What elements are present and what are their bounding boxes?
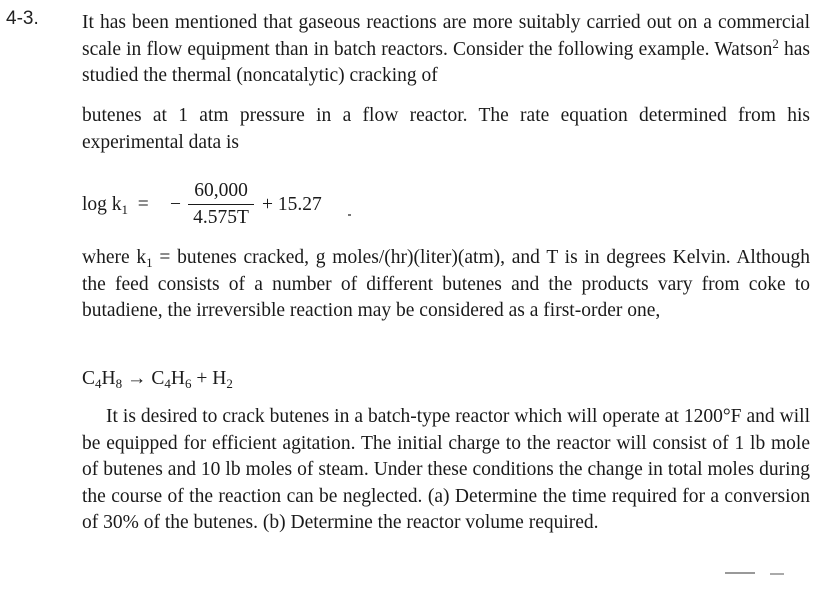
- reaction-equation: $C_4H_8 \to C_4H_6 + H_2$: [82, 368, 233, 391]
- equation-constant: + 15.27: [262, 194, 322, 215]
- watson-reference: 2: [772, 35, 779, 51]
- stray-mark: [348, 214, 351, 216]
- paragraph-intro-text: It has been mentioned that gaseous reactions are more suitably carried out on a commercial scale in flow equipment than in batch reactors. Consider the following example. Watson: [82, 12, 810, 60]
- stray-mark: [770, 573, 784, 575]
- problem-number: 4-3.: [6, 8, 39, 29]
- paragraph-question: It is desired to crack butenes in a batch-type reactor which will operate at 1200°F and will be equipped for efficient agitation. The initial charge to the reactor will consist of 1 lb mole of butenes and 10 lb moles of steam. Under these conditions the change in total moles during the course of the reaction can be neglected. (a) Determine the time required for a conversion of 30% of the butenes. (b) Determine the reactor volume required.: [82, 406, 810, 533]
- paragraph-intro-end: has studied the thermal (noncatalytic) cracking of: [82, 38, 810, 86]
- equation-numerator: 60,000: [194, 180, 248, 201]
- reaction-arrow: →: [122, 368, 152, 389]
- equation-denominator: 4.575T: [193, 207, 249, 228]
- paragraph-rate-equation-intro: butenes at 1 atm pressure in a flow reactor. The rate equation determined from his experimental data is: [82, 105, 810, 153]
- equation-fraction: [186, 178, 256, 231]
- paragraph-intro: [82, 10, 810, 90]
- paragraph-definitions: where $k_1$ = butenes cracked, g moles/(hr)(liter)(atm), and T is in degrees Kelvin. Although the feed consists of a number of different butenes and the products vary from coke to butadiene, the irreversible reaction may be considered as a first-order one,: [82, 247, 810, 321]
- stray-mark: [725, 572, 755, 574]
- equation-lhs: $\log k_1$ =: [82, 194, 149, 217]
- equation-minus: −: [170, 194, 181, 215]
